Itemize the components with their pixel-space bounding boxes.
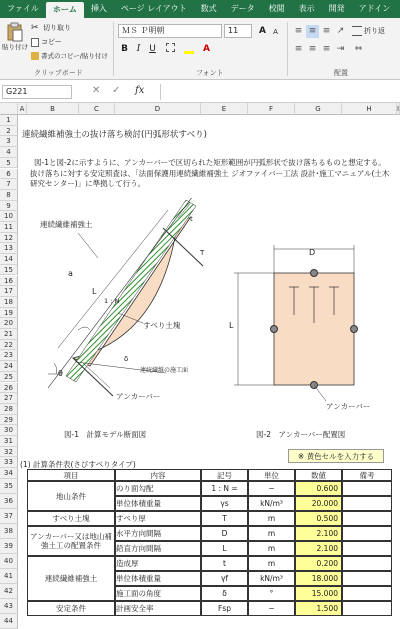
formula-divider <box>160 84 161 100</box>
table-cell-unit: − <box>248 601 295 616</box>
table-cell-item: 単位体積重量 <box>115 496 201 511</box>
table-cell-unit: m <box>248 511 295 526</box>
anchor-point-left <box>271 326 278 333</box>
align-left-icon[interactable]: ≡ <box>294 44 303 54</box>
col-header-i[interactable]: I <box>397 105 400 113</box>
section-title: (1) 計算条件表(さびすべりタイプ) <box>20 460 136 469</box>
sheet-title: 連続繊維補強土の抜け落ち検討(円弧形状すべり) <box>22 130 207 140</box>
fx-icon[interactable]: fx <box>135 85 145 96</box>
table-cell-symbol: γs <box>201 496 248 511</box>
tab-insert[interactable]: 挿入 <box>90 4 107 13</box>
input-instruction-button[interactable]: ※ 黄色セルを入力する <box>288 449 384 463</box>
table-cell-item: 造成厚 <box>115 556 201 571</box>
align-right-icon[interactable]: ≡ <box>322 44 331 54</box>
scissors-icon: ✂ <box>31 23 39 33</box>
label-D: D <box>309 248 316 257</box>
table-cell-value[interactable]: 0.600 <box>295 481 342 496</box>
font-group-label: フォント <box>196 69 224 77</box>
table-cell-symbol: D <box>201 526 248 541</box>
table-group-anchor: アンカーバー又は地山補強土工の配置条件 <box>27 526 115 556</box>
row-header[interactable]: 17 <box>0 286 18 297</box>
table-cell-unit: m <box>248 541 295 556</box>
col-header-e[interactable]: E <box>201 103 248 115</box>
border-icon <box>166 43 175 52</box>
label-slip-mass: すべり土塊 <box>143 321 181 330</box>
bold-button[interactable]: B <box>121 44 128 54</box>
paste-button[interactable]: 貼り付け <box>3 22 27 51</box>
a-arc <box>78 327 90 330</box>
table-cell-symbol: L <box>201 541 248 556</box>
row-header[interactable]: 34 <box>0 468 18 479</box>
table-group-ground: 地山条件 <box>27 481 115 511</box>
cut-button[interactable]: ✂ 切り取り <box>31 23 71 33</box>
row-header[interactable]: 40 <box>0 554 18 569</box>
row-header[interactable]: 3 <box>0 136 18 147</box>
format-painter-button[interactable]: 書式のコピー/貼り付け <box>31 51 108 60</box>
label-delta: δ <box>124 355 129 363</box>
row-header[interactable]: 9 <box>0 201 18 212</box>
tab-addins[interactable]: アドイン <box>358 4 391 13</box>
tab-review[interactable]: 校閲 <box>268 4 285 13</box>
table-cell-remarks <box>342 511 392 526</box>
clipboard-group <box>0 18 112 80</box>
label-reinforced-soil: 連続繊維補強土 <box>40 220 93 229</box>
copy-icon <box>31 38 39 47</box>
tab-data[interactable]: データ <box>230 4 255 13</box>
table-cell-symbol: γf <box>201 571 248 586</box>
brush-icon <box>31 52 39 60</box>
label-t: t <box>190 215 193 223</box>
figure-2-caption: 図-2 アンカーバー配置図 <box>256 430 346 439</box>
paste-icon <box>6 22 24 42</box>
font-color-icon: A <box>203 44 210 54</box>
tab-developer[interactable]: 開発 <box>328 4 345 13</box>
align-center-icon[interactable]: ≡ <box>308 44 317 54</box>
anchor-point-right <box>351 326 358 333</box>
fill-color-icon <box>184 51 194 54</box>
name-box[interactable]: G221 <box>2 85 72 99</box>
table-cell-remarks <box>342 571 392 586</box>
row-header[interactable]: 23 <box>0 350 18 361</box>
row-header[interactable]: 43 <box>0 599 18 614</box>
tab-formulas[interactable]: 数式 <box>200 4 217 13</box>
table-cell-value[interactable]: 2.100 <box>295 526 342 541</box>
table-cell-item: 計画安全率 <box>115 601 201 616</box>
tab-file[interactable]: ファイル <box>7 4 39 13</box>
row-header[interactable]: 28 <box>0 404 18 415</box>
row-header[interactable]: 18 <box>0 297 18 308</box>
row-header[interactable]: 36 <box>0 494 18 509</box>
align-bottom-icon[interactable]: ≡ <box>322 26 331 36</box>
table-cell-symbol: δ <box>201 586 248 601</box>
col-header-g[interactable]: G <box>295 103 342 115</box>
table-cell-symbol: Fsp <box>201 601 248 616</box>
row-header[interactable]: 6 <box>0 169 18 180</box>
row-header[interactable]: 14 <box>0 254 18 265</box>
table-cell-remarks <box>342 586 392 601</box>
table-header-unit: 単位 <box>248 469 295 481</box>
row-header[interactable]: 26 <box>0 383 18 394</box>
merge-icon[interactable]: ⇔ <box>354 44 363 54</box>
row-header[interactable]: 22 <box>0 340 18 351</box>
table-cell-remarks <box>342 556 392 571</box>
orientation-icon[interactable]: ↗ <box>336 26 345 36</box>
row-header[interactable]: 39 <box>0 539 18 554</box>
table-cell-item: 水平方向間隔 <box>115 526 201 541</box>
label-ratio: 1 : N <box>104 297 120 305</box>
row-header[interactable]: 10 <box>0 211 18 222</box>
description-line-1: 図-1と図-2に示すように、アンカーバーで区切られた矩形範囲が円弧形状で抜け落ちるものと想定する。 <box>34 158 386 167</box>
table-group-slip: すべり土塊 <box>27 511 115 526</box>
wrap-text-icon <box>352 26 362 36</box>
table-header-content: 内容 <box>115 469 201 481</box>
row-header[interactable]: 37 <box>0 509 18 524</box>
row-header[interactable]: 1 <box>0 115 18 126</box>
row-header[interactable]: 16 <box>0 276 18 287</box>
ribbon-separator <box>113 22 114 76</box>
label-L-fig1: L <box>92 287 97 296</box>
row-header[interactable]: 4 <box>0 147 18 158</box>
select-all-corner[interactable] <box>0 103 18 115</box>
table-header-remarks: 備考 <box>342 469 392 481</box>
theta-arc <box>54 363 57 374</box>
worksheet-grid <box>0 103 400 625</box>
table-header-symbol: 記号 <box>201 469 248 481</box>
row-header[interactable]: 29 <box>0 415 18 426</box>
table-cell-item: のり面勾配 <box>115 481 201 496</box>
label-anchor-fig1: アンカーバー <box>116 392 161 401</box>
figure-2-anchor-layout <box>226 243 376 413</box>
tab-view[interactable]: 表示 <box>298 4 315 13</box>
font-name-combo[interactable]: ＭＳ Ｐ明朝 <box>118 24 222 38</box>
font-size-combo[interactable]: 11 <box>224 24 252 38</box>
description-line-2: 抜け落ちに対する安定照査は、「法面保護用連続繊維補強土 ジオファイバー工法 設計･施工マニュアル(土木研究センター)」に準拠して行う。 <box>30 169 390 188</box>
table-group-stability: 安定条件 <box>27 601 115 616</box>
row-header[interactable]: 38 <box>0 524 18 539</box>
table-cell-value[interactable]: 2.100 <box>295 541 342 556</box>
table-group-fiber: 連続繊維補強土 <box>27 556 115 601</box>
anchor-point-top <box>311 270 318 277</box>
ribbon-separator <box>287 22 288 76</box>
label-theta: θ <box>58 369 63 378</box>
table-cell-value[interactable]: 18.000 <box>295 571 342 586</box>
row-header[interactable]: 24 <box>0 361 18 372</box>
table-cell-symbol: T <box>201 511 248 526</box>
row-header[interactable]: 31 <box>0 436 18 447</box>
col-header-b[interactable]: B <box>27 103 79 115</box>
row-header[interactable]: 21 <box>0 329 18 340</box>
align-top-icon[interactable]: ≡ <box>294 26 303 36</box>
table-cell-remarks <box>342 496 392 511</box>
copy-button[interactable]: コピー <box>31 37 62 47</box>
row-header[interactable]: 32 <box>0 447 18 458</box>
clipboard-group-label: クリップボード <box>34 69 83 77</box>
alignment-group <box>290 18 400 80</box>
table-cell-item: 施工面の角度 <box>115 586 201 601</box>
soil-leader-line <box>78 233 98 258</box>
formula-input[interactable] <box>162 84 398 100</box>
row-header[interactable]: 5 <box>0 158 18 169</box>
tab-home[interactable]: ホーム <box>46 2 84 18</box>
wrap-text-button[interactable]: 折り返 <box>352 26 385 36</box>
col-header-a[interactable]: A <box>18 103 27 115</box>
table-cell-item: 鉛直方向間隔 <box>115 541 201 556</box>
grow-font-button[interactable]: A <box>259 26 266 36</box>
indent-icon[interactable]: ⇥ <box>336 44 345 54</box>
cancel-icon[interactable]: ✕ <box>92 85 101 96</box>
enter-icon[interactable]: ✓ <box>112 85 121 96</box>
tab-page-layout[interactable]: ページ レイアウト <box>120 4 187 13</box>
row-header[interactable]: 11 <box>0 222 18 233</box>
font-color-button[interactable] <box>200 43 213 56</box>
row-header[interactable]: 2 <box>0 126 18 137</box>
label-a: a <box>68 269 73 278</box>
label-L-fig2: L <box>229 321 234 330</box>
italic-button[interactable]: I <box>136 44 141 54</box>
table-cell-value[interactable]: 15.000 <box>295 586 342 601</box>
row-header[interactable]: 12 <box>0 233 18 244</box>
table-cell-unit: − <box>248 481 295 496</box>
table-cell-remarks <box>342 601 392 616</box>
row-header[interactable]: 42 <box>0 584 18 599</box>
table-header-item: 項目 <box>27 469 115 481</box>
table-cell-value[interactable]: 20.000 <box>295 496 342 511</box>
formula-bar <box>0 81 400 103</box>
row-header[interactable]: 44 <box>0 614 18 629</box>
row-header[interactable]: 30 <box>0 425 18 436</box>
table-cell-symbol: 1 : N = <box>201 481 248 496</box>
row-header[interactable]: 20 <box>0 318 18 329</box>
fill-color-button[interactable] <box>182 43 195 56</box>
label-T: T <box>200 249 205 257</box>
row-header[interactable]: 27 <box>0 393 18 404</box>
table-cell-item: すべり厚 <box>115 511 201 526</box>
row-header[interactable]: 13 <box>0 243 18 254</box>
table-cell-unit: m <box>248 556 295 571</box>
anchor-leader-line <box>83 363 110 388</box>
underline-button[interactable]: U <box>149 44 156 54</box>
row-header[interactable]: 35 <box>0 479 18 494</box>
table-cell-remarks <box>342 541 392 556</box>
table-cell-value[interactable]: 0.500 <box>295 511 342 526</box>
col-header-f[interactable]: F <box>248 103 295 115</box>
table-cell-unit: m <box>248 526 295 541</box>
col-header-c[interactable]: C <box>79 103 115 115</box>
table-cell-item: 単位体積重量 <box>115 571 201 586</box>
col-header-d[interactable]: D <box>115 103 201 115</box>
anchor-leader-fig2 <box>314 385 326 401</box>
label-surface: 連続繊維の施工面 <box>140 367 189 374</box>
table-cell-unit: ° <box>248 586 295 601</box>
col-header-h[interactable]: H <box>342 103 397 115</box>
table-cell-remarks <box>342 526 392 541</box>
ribbon-tabs <box>0 0 400 18</box>
table-cell-value[interactable]: 1.500 <box>295 601 342 616</box>
shrink-font-button[interactable]: A <box>273 28 278 36</box>
table-cell-unit: kN/m³ <box>248 496 295 511</box>
row-header[interactable]: 19 <box>0 308 18 319</box>
table-cell-unit: kN/m³ <box>248 571 295 586</box>
align-middle-icon[interactable]: ≡ <box>306 25 319 38</box>
row-header[interactable]: 25 <box>0 372 18 383</box>
table-cell-value[interactable]: 0.200 <box>295 556 342 571</box>
row-header[interactable]: 41 <box>0 569 18 584</box>
row-header[interactable]: 7 <box>0 179 18 190</box>
table-cell-symbol: t <box>201 556 248 571</box>
border-button[interactable] <box>164 43 177 56</box>
ribbon <box>0 18 400 80</box>
row-header[interactable]: 8 <box>0 190 18 201</box>
font-group <box>116 18 316 80</box>
label-anchor-fig2: アンカーバー <box>326 402 371 411</box>
figure-1-caption: 図-1 計算モデル断面図 <box>64 430 147 439</box>
row-header[interactable]: 15 <box>0 265 18 276</box>
alignment-group-label: 配置 <box>334 69 348 77</box>
table-header-value: 数値 <box>295 469 342 481</box>
row-header[interactable]: 33 <box>0 457 18 468</box>
table-cell-remarks <box>342 481 392 496</box>
